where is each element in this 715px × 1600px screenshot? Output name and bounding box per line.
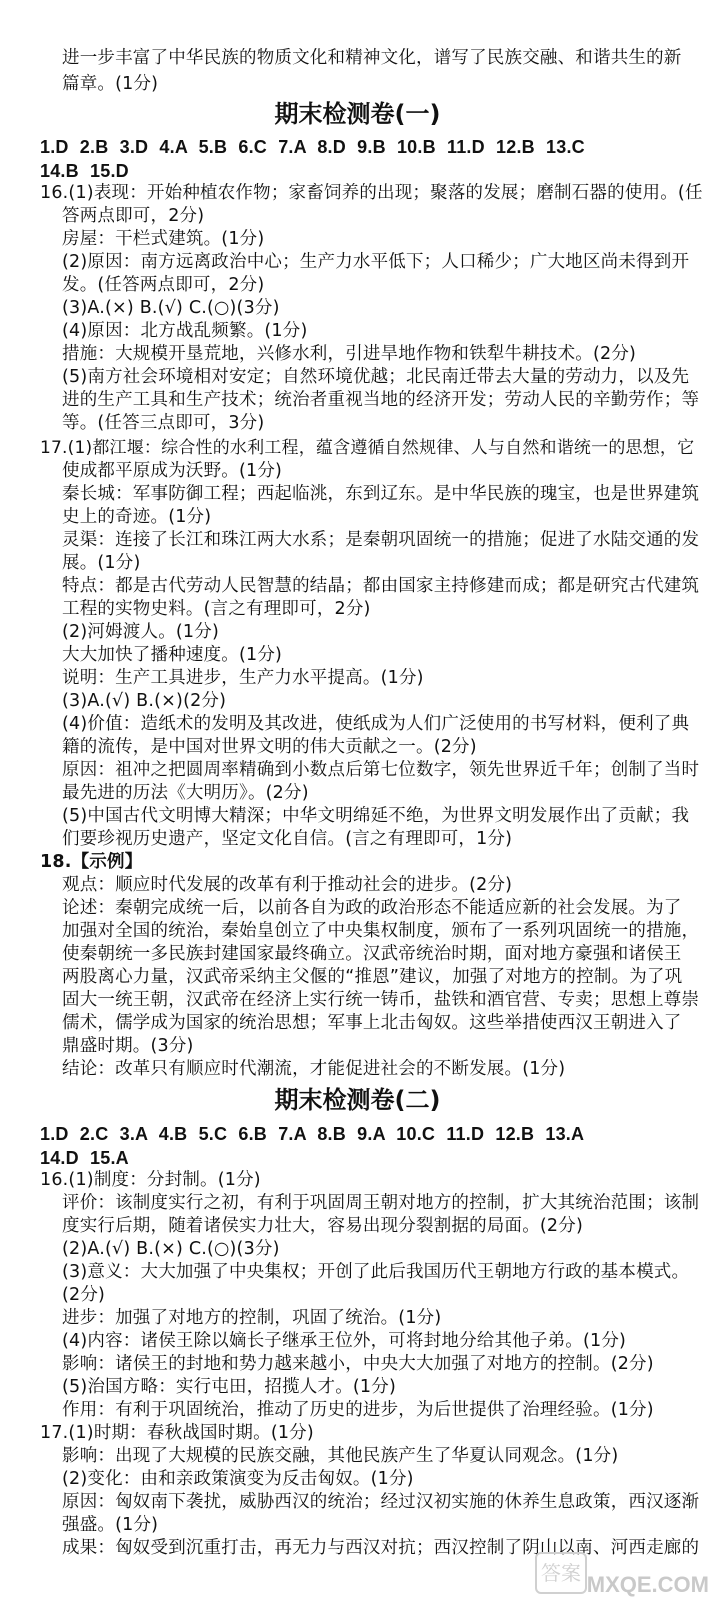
exam1-q18-line: 固大一统王朝，汉武帝在经济上实行统一铸币，盐铁和酒官营、专卖；思想上尊崇 — [62, 990, 700, 1010]
exam2-q16-line: 度实行后期，随着诸侯实力壮大，容易出现分裂割据的局面。(2分) — [62, 1216, 583, 1236]
exam1-q18-line: 使秦朝统一多民族封建国家最终确立。汉武帝统治时期，面对地方豪强和诸侯王 — [62, 944, 682, 964]
exam2-q16-line: 16.(1)制度：分封制。(1分) — [40, 1170, 261, 1190]
exam2-q17-line: 影响：出现了大规模的民族交融，其他民族产生了华夏认同观念。(1分) — [62, 1446, 619, 1466]
exam1-q16-line: 16.(1)表现：开始种植农作物；家畜饲养的出现；聚落的发展；磨制石器的使用。(任 — [40, 183, 703, 203]
watermark-site: MXQE.COM — [586, 1572, 709, 1597]
exam1-q18-line: 儒术，儒学成为国家的统治思想；军事上北击匈奴。这些举措使西汉王朝进入了 — [62, 1013, 682, 1033]
exam2-q16-line: (2分) — [62, 1285, 106, 1305]
exam1-q18-line: 结论：改革只有顺应时代潮流，才能促进社会的不断发展。(1分) — [62, 1059, 566, 1079]
exam1-q17-line: 17.(1)都江堰：综合性的水利工程，蕴含遵循自然规律、人与自然和谐统一的思想，它 — [40, 438, 695, 458]
exam1-q16-line: (4)原因：北方战乱频繁。(1分) — [62, 321, 308, 341]
exam1-q17-line: 展。(1分) — [62, 553, 141, 573]
exam1-q16-line: 进的生产工具和生产技术；统治者重视当地的经济开发；劳动人民的辛勤劳作；等 — [62, 390, 700, 410]
exam1-q17-line: 灵渠：连接了长江和珠江两大水系；是秦朝巩固统一的措施；促进了水陆交通的发 — [62, 530, 700, 550]
exam1-q18-line: 加强对全国的统治，秦始皇创立了中央集权制度，颁布了一系列巩固统一的措施， — [62, 921, 700, 941]
exam1-q16-line: (2)原因：南方远离政治中心；生产力水平低下；人口稀少；广大地区尚未得到开 — [62, 252, 690, 272]
exam1-q17-line: 特点：都是古代劳动人民智慧的结晶；都由国家主持修建而成；都是研究古代建筑 — [62, 576, 700, 596]
exam1-q17-line: 大大加快了播种速度。(1分) — [62, 645, 283, 665]
exam1-q16-line: 发。(任答两点即可，2分) — [62, 275, 265, 295]
exam1-q18-line: 两股离心力量，汉武帝采纳主父偃的“推恩”建议，加强了对地方的控制。为了巩 — [62, 967, 683, 987]
exam2-q17-line: 17.(1)时期：春秋战国时期。(1分) — [40, 1423, 314, 1443]
exam2-q17-line: 成果：匈奴受到沉重打击，再无力与西汉对抗；西汉控制了阴山以南、河西走廊的 — [62, 1538, 700, 1558]
exam1-q18-line: 观点：顺应时代发展的改革有利于推动社会的进步。(2分) — [62, 875, 513, 895]
exam1-q17-line: (2)河姆渡人。(1分) — [62, 622, 219, 642]
exam1-q17-line: 最先进的历法《大明历》。(2分) — [62, 783, 309, 803]
exam2-q16-line: 影响：诸侯王的封地和势力越来越小，中央大大加强了对地方的控制。(2分) — [62, 1354, 654, 1374]
exam2-q16-line: 作用：有利于巩固统治，推动了历史的进步，为后世提供了治理经验。(1分) — [62, 1400, 654, 1420]
exam1-q18-line: 鼎盛时期。(3分) — [62, 1036, 194, 1056]
watermark-badge: 答案 — [535, 1552, 587, 1594]
exam1-q17-line: (5)中国古代文明博大精深；中华文明绵延不绝，为世界文明发展作出了贡献；我 — [62, 806, 690, 826]
exam1-q17-line: (3)A.(√) B.(×)(2分) — [62, 691, 227, 711]
exam2-q16-line: (4)内容：诸侯王除以嫡长子继承王位外，可将封地分给其他子弟。(1分) — [62, 1331, 627, 1351]
exam2-q17-line: 原因：匈奴南下袭扰，威胁西汉的统治；经过汉初实施的休养生息政策，西汉逐渐 — [62, 1492, 700, 1512]
exam1-choice-answers: 14.B 15.D — [40, 161, 129, 181]
intro-line: 进一步丰富了中华民族的物质文化和精神文化，谱写了民族交融、和谐共生的新 — [62, 48, 682, 68]
exam1-title: 期末检测卷(一) — [274, 100, 441, 128]
exam1-q17-line: 原因：祖冲之把圆周率精确到小数点后第七位数字，领先世界近千年；创制了当时 — [62, 760, 700, 780]
exam1-q17-line: 工程的实物史料。(言之有理即可，2分) — [62, 599, 371, 619]
exam1-q17-line: 们要珍视历史遗产，坚定文化自信。(言之有理即可，1分) — [62, 829, 513, 849]
exam1-q17-line: (4)价值：造纸术的发明及其改进，使纸成为人们广泛使用的书写材料，便利了典 — [62, 714, 690, 734]
exam1-q16-line: 房屋：干栏式建筑。(1分) — [62, 229, 265, 249]
exam1-q17-line: 籍的流传，是中国对世界文明的伟大贡献之一。(2分) — [62, 737, 477, 757]
exam2-title: 期末检测卷(二) — [274, 1086, 441, 1114]
exam1-q17-line: 史上的奇迹。(1分) — [62, 507, 212, 527]
exam1-q17-line: 秦长城：军事防御工程；西起临洮，东到辽东。是中华民族的瑰宝，也是世界建筑 — [62, 484, 700, 504]
exam2-choice-answers: 1.D 2.C 3.A 4.B 5.C 6.B 7.A 8.B 9.A 10.C 11.D 12.B 13.A — [40, 1124, 585, 1144]
exam2-q16-line: 进步：加强了对地方的控制，巩固了统治。(1分) — [62, 1308, 442, 1328]
exam1-q16-line: 措施：大规模开垦荒地，兴修水利，引进旱地作物和铁犁牛耕技术。(2分) — [62, 344, 637, 364]
exam1-q16-line: 答两点即可，2分) — [62, 206, 205, 226]
exam1-q16-line: (5)南方社会环境相对安定；自然环境优越；北民南迁带去大量的劳动力，以及先 — [62, 367, 690, 387]
exam2-q16-line: (3)意义：大大加强了中央集权；开创了此后我国历代王朝地方行政的基本模式。 — [62, 1262, 690, 1282]
exam1-q18-heading: 18.【示例】 — [40, 852, 143, 872]
exam1-q18-line: 论述：秦朝完成统一后，以前各自为政的政治形态不能适应新的社会发展。为了 — [62, 898, 682, 918]
exam2-q16-line: (2)A.(√) B.(×) C.(○)(3分) — [62, 1239, 280, 1259]
exam1-q16-line: 等。(任答三点即可，3分) — [62, 413, 265, 433]
exam1-q17-line: 使成都平原成为沃野。(1分) — [62, 461, 283, 481]
exam1-choice-answers: 1.D 2.B 3.D 4.A 5.B 6.C 7.A 8.D 9.B 10.B 11.D 12.B 13.C — [40, 137, 585, 157]
exam1-q17-line: 说明：生产工具进步，生产力水平提高。(1分) — [62, 668, 424, 688]
exam2-choice-answers: 14.D 15.A — [40, 1148, 129, 1168]
exam1-q16-line: (3)A.(×) B.(√) C.(○)(3分) — [62, 298, 280, 318]
exam2-q17-line: (2)变化：由和亲政策演变为反击匈奴。(1分) — [62, 1469, 414, 1489]
exam2-q16-line: (5)治国方略：实行屯田，招揽人才。(1分) — [62, 1377, 396, 1397]
exam2-q16-line: 评价：该制度实行之初，有利于巩固周王朝对地方的控制，扩大其统治范围；该制 — [62, 1193, 700, 1213]
intro-line: 篇章。(1分) — [62, 74, 159, 94]
exam2-q17-line: 强盛。(1分) — [62, 1515, 159, 1535]
